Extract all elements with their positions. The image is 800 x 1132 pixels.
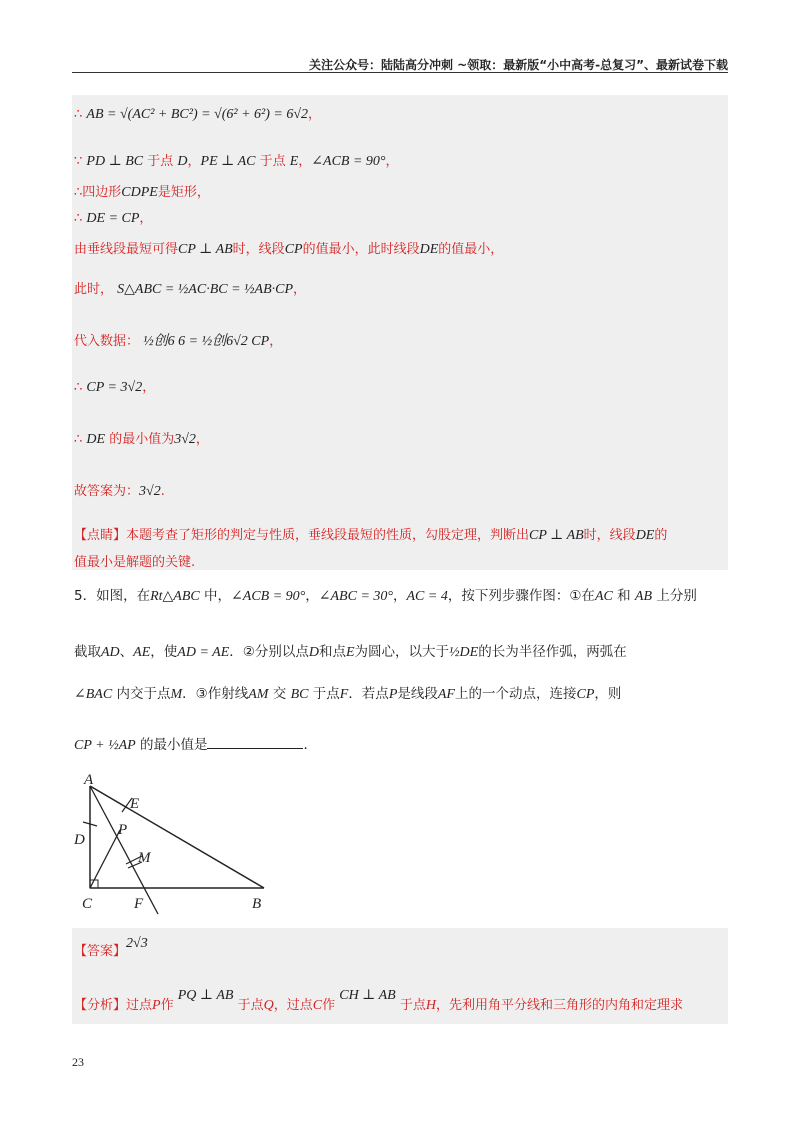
text: ，过点 <box>273 998 313 1013</box>
text: 的值最小，此时线段 <box>302 242 420 257</box>
text: 是矩形， <box>157 185 210 200</box>
math-expression: P <box>388 687 398 702</box>
solution-line-2 <box>74 150 399 170</box>
answer-label: 【答案】 <box>74 944 127 959</box>
solution-line-10 <box>74 480 165 500</box>
math-expression: ∠ACB = 90° <box>231 589 306 604</box>
math-expression: AD = AE <box>177 645 230 660</box>
problem-line-1 <box>74 584 697 605</box>
problem-line-3 <box>74 682 621 703</box>
text: 交 <box>268 686 291 702</box>
text: 代入数据： <box>74 334 140 349</box>
math-expression: ∠ACB = 90° <box>311 154 386 169</box>
point-label-d: D <box>74 832 85 848</box>
text: 由垂线段最短可得 <box>74 242 179 257</box>
math-expression: AC = 4 <box>406 589 448 604</box>
math-expression: AC <box>594 589 613 604</box>
solution-line-9 <box>74 428 209 448</box>
text: ， <box>305 588 319 604</box>
text: 和 <box>612 588 635 604</box>
punctuation: ， <box>195 432 209 447</box>
math-expression: AM <box>248 687 269 702</box>
solution-line-12 <box>74 551 195 570</box>
math-expression: ∠ABC = 30° <box>318 589 393 604</box>
math-expression: CP + ½AP <box>74 738 136 753</box>
math-expression: AB <box>634 589 653 604</box>
because-symbol: ∵ <box>74 154 83 169</box>
math-expression: ½DE <box>449 645 479 660</box>
punctuation: ， <box>269 334 283 349</box>
text: 于点 <box>255 154 290 169</box>
text: ．②分别以点 <box>229 644 309 660</box>
math-expression: P <box>152 998 161 1013</box>
text: 的值最小， <box>438 242 504 257</box>
text: 作 <box>160 998 174 1013</box>
math-expression: DE <box>419 242 439 257</box>
page-header: 关注公众号：陆陆高分冲刺 ~领取：最新版“小中高考-总复习”、最新试卷下载 <box>309 58 728 72</box>
solution-line-3 <box>74 181 210 201</box>
math-expression: CP = 3√2 <box>86 380 143 395</box>
math-expression: DE = CP <box>86 211 140 226</box>
solution-line-4 <box>74 207 152 227</box>
math-expression: C <box>312 998 323 1013</box>
solution-line-1 <box>74 103 321 123</box>
math-expression: E <box>289 154 299 169</box>
math-expression: AF <box>437 687 455 702</box>
text: 于点 <box>399 998 426 1013</box>
text: 的最小值为 <box>105 432 175 447</box>
math-expression: AE <box>133 645 151 660</box>
text: 上分别 <box>652 588 697 604</box>
text: 时，线段 <box>232 242 285 257</box>
text: 、 <box>119 644 134 660</box>
analysis-label: 【分析】 <box>74 998 127 1013</box>
text: 四边形 <box>82 185 122 200</box>
math-expression: E <box>345 645 355 660</box>
punctuation: ， <box>142 380 156 395</box>
answer-blank <box>207 736 303 749</box>
text: 故答案为： <box>74 484 140 499</box>
therefore-symbol: ∴ <box>74 432 83 447</box>
text: 为圆心，以大于 <box>354 644 450 660</box>
text: ， <box>385 154 399 169</box>
math-expression: F <box>339 687 349 702</box>
math-expression: 3√2 <box>139 484 161 499</box>
text: 作 <box>322 998 336 1013</box>
math-expression: ½创6 6 = ½创6√2 CP <box>143 334 270 349</box>
math-expression: AB = √(AC² + BC²) = √(6² + 6²) = 6√2 <box>86 107 309 122</box>
text: 中， <box>199 588 232 604</box>
punctuation: . <box>160 484 165 499</box>
problem-line-2 <box>74 640 627 661</box>
text: 【点睛】本题考查了矩形的判定与性质，垂线段最短的性质，勾股定理，判断出 <box>74 528 530 543</box>
math-expression: 3√2 <box>174 432 196 447</box>
therefore-symbol: ∴ <box>74 185 83 200</box>
point-label-b: B <box>252 896 262 912</box>
text: 截取 <box>74 644 101 660</box>
text: ．若点 <box>348 686 389 702</box>
text: 5．如图，在 <box>74 588 151 604</box>
math-expression: Rt△ABC <box>150 589 200 604</box>
text: ．③作射线 <box>182 686 249 702</box>
geometry-figure <box>70 768 290 924</box>
segment-cp <box>90 830 120 888</box>
text: 于点 <box>237 998 264 1013</box>
solution-line-8 <box>74 376 155 396</box>
text: 于点 <box>143 154 178 169</box>
text: ，按下列步骤作图：①在 <box>447 588 595 604</box>
math-expression: DE <box>86 432 106 447</box>
point-label-a: A <box>84 772 94 788</box>
header-divider <box>72 72 728 73</box>
text: 和点 <box>318 644 346 660</box>
punctuation: ， <box>293 282 307 297</box>
solution-line-6 <box>74 278 306 298</box>
math-expression: CH ⊥ AB <box>339 988 396 1003</box>
text: ， <box>392 588 407 604</box>
text: 上的一个动点，连接 <box>454 686 577 702</box>
math-expression: D <box>308 645 319 660</box>
analysis-line <box>74 988 683 1014</box>
math-expression: M <box>170 687 183 702</box>
math-expression: CDPE <box>121 185 158 200</box>
text: 此时， <box>74 282 114 297</box>
point-label-f: F <box>134 896 144 912</box>
math-expression: CP ⊥ AB <box>178 242 233 257</box>
punctuation: ， <box>139 211 153 226</box>
math-expression: CP <box>284 242 303 257</box>
text: ，使 <box>150 644 178 660</box>
text: ， <box>298 154 312 169</box>
math-expression: CP <box>576 687 595 702</box>
text: 的长为半径作弧，两弧在 <box>478 644 627 660</box>
therefore-symbol: ∴ <box>74 211 83 226</box>
problem-line-4 <box>74 733 317 754</box>
text: 过点 <box>126 998 153 1013</box>
text: 时，线段 <box>583 528 636 543</box>
text: ，则 <box>594 686 622 702</box>
math-expression: AD <box>101 645 120 660</box>
answer-value: 2√3 <box>126 936 148 951</box>
text: 于点 <box>308 686 340 702</box>
math-expression: BC <box>290 687 309 702</box>
point-label-p: P <box>118 822 128 838</box>
therefore-symbol: ∴ <box>74 380 83 395</box>
answer-line <box>74 936 148 960</box>
math-expression: PD ⊥ BC <box>86 154 144 169</box>
text: 值最小是解题的关键. <box>74 555 196 570</box>
math-expression: DE <box>635 528 655 543</box>
therefore-symbol: ∴ <box>74 107 83 122</box>
point-label-c: C <box>82 896 93 912</box>
text: 的 <box>654 528 668 543</box>
math-expression: ∠BAC <box>74 687 113 702</box>
text: 是线段 <box>397 686 438 702</box>
solution-line-11 <box>74 524 667 544</box>
math-expression: Q <box>263 998 274 1013</box>
math-expression: CP ⊥ AB <box>529 528 584 543</box>
math-expression: D <box>177 154 188 169</box>
text: ，先利用角平分线和三角形的内角和定理求 <box>435 998 683 1013</box>
text: 内交于点 <box>112 686 171 702</box>
point-label-e: E <box>130 796 140 812</box>
punctuation: ． <box>303 737 317 753</box>
page-number: 23 <box>72 1055 84 1069</box>
text: 的最小值是 <box>135 737 208 753</box>
solution-line-5 <box>74 238 503 258</box>
math-expression: PQ ⊥ AB <box>177 988 234 1003</box>
solution-line-7 <box>74 330 282 350</box>
point-label-m: M <box>138 850 151 866</box>
math-expression: H <box>425 998 436 1013</box>
punctuation: ， <box>308 107 322 122</box>
math-expression: S△ABC = ½AC·BC = ½AB·CP <box>117 282 294 297</box>
text: ， <box>187 154 201 169</box>
math-expression: PE ⊥ AC <box>200 154 256 169</box>
